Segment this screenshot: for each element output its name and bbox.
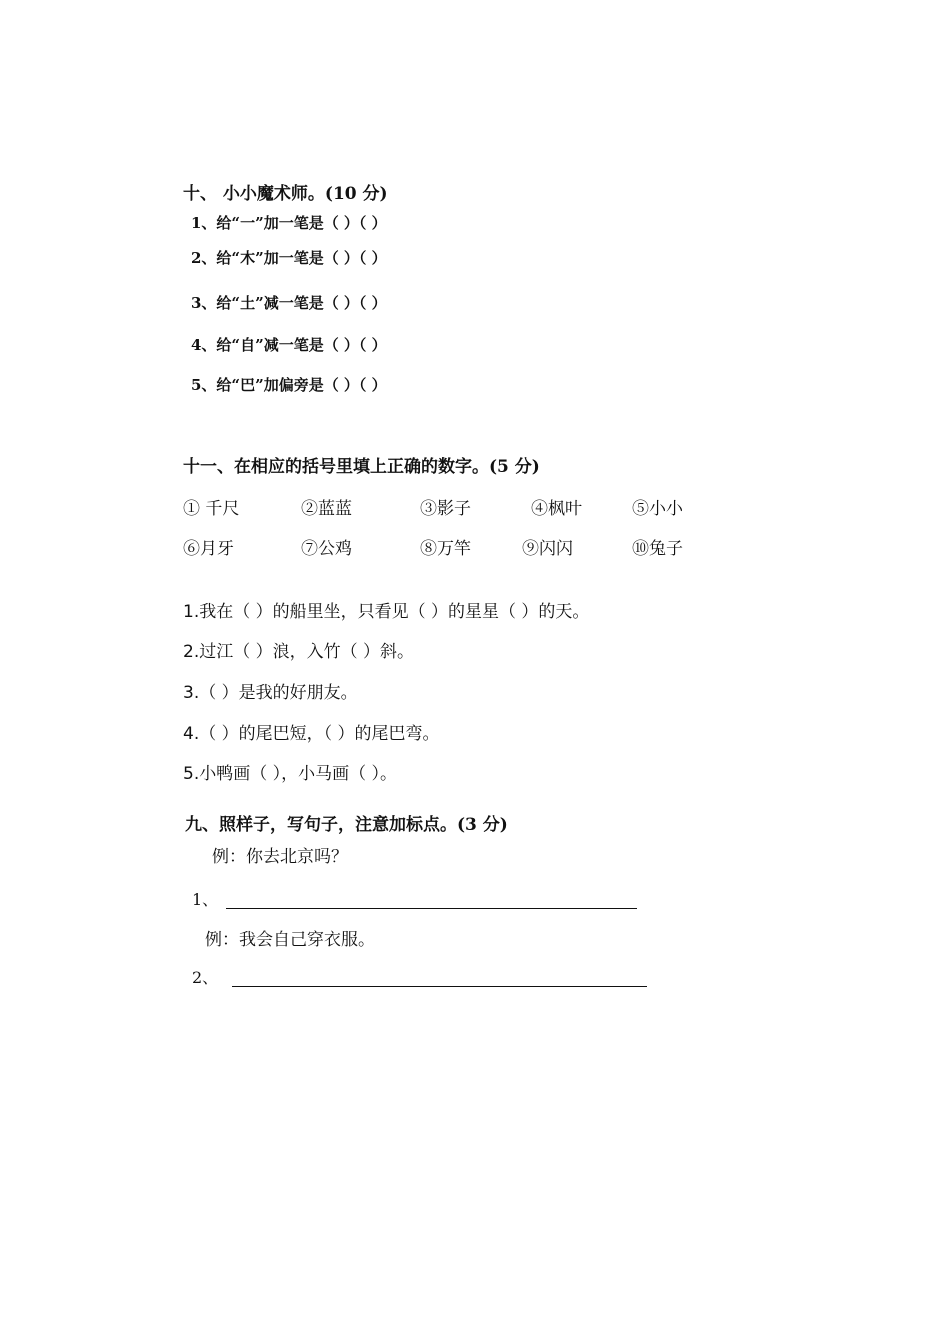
section-10-item-4: 4、给“自”减一笔是（ ）（ ） [191,336,387,354]
answer-1-line[interactable] [226,908,637,909]
option-5: ⑤小小 [632,499,683,519]
example-1: 例：你去北京吗？ [212,847,348,867]
option-2: ②蓝蓝 [301,499,352,519]
section-11-title: 十一、在相应的括号里填上正确的数字。(5 分) [183,457,540,477]
option-7: ⑦公鸡 [301,539,352,559]
option-8: ⑧万竿 [420,539,471,559]
option-1: ① 千尺 [183,499,240,519]
section-9-title: 九、照样子，写句子，注意加标点。(3 分) [185,815,508,835]
section-10-item-5: 5、给“巴”加偏旁是（ ）（ ） [191,376,387,394]
section-10-title: 十、 小小魔术师。(10 分) [183,184,388,204]
answer-1-label: 1、 [192,890,219,909]
example-2: 例：我会自己穿衣服。 [205,930,375,950]
answer-2-label: 2、 [192,968,219,987]
fill-sentence-5: 5.小鸭画（ ），小马画（ ）。 [183,764,398,784]
section-10-item-1: 1、给“一”加一笔是（ ）（ ） [191,214,387,232]
option-4: ④枫叶 [531,499,582,519]
fill-sentence-1: 1.我在（ ）的船里坐，只看见（ ）的星星（ ）的天。 [183,602,590,622]
fill-sentence-2: 2.过江（ ）浪，入竹（ ）斜。 [183,642,415,662]
option-9: ⑨闪闪 [522,539,573,559]
option-10: ⑩兔子 [632,539,683,559]
option-6: ⑥月牙 [183,539,234,559]
answer-2-line[interactable] [232,986,647,987]
fill-sentence-3: 3.（ ）是我的好朋友。 [183,683,358,703]
section-10-item-2: 2、给“木”加一笔是（ ）（ ） [191,249,387,267]
fill-sentence-4: 4.（ ）的尾巴短，（ ）的尾巴弯。 [183,724,440,744]
section-10-item-3: 3、给“土”减一笔是（ ）（ ） [191,294,387,312]
option-3: ③影子 [420,499,471,519]
